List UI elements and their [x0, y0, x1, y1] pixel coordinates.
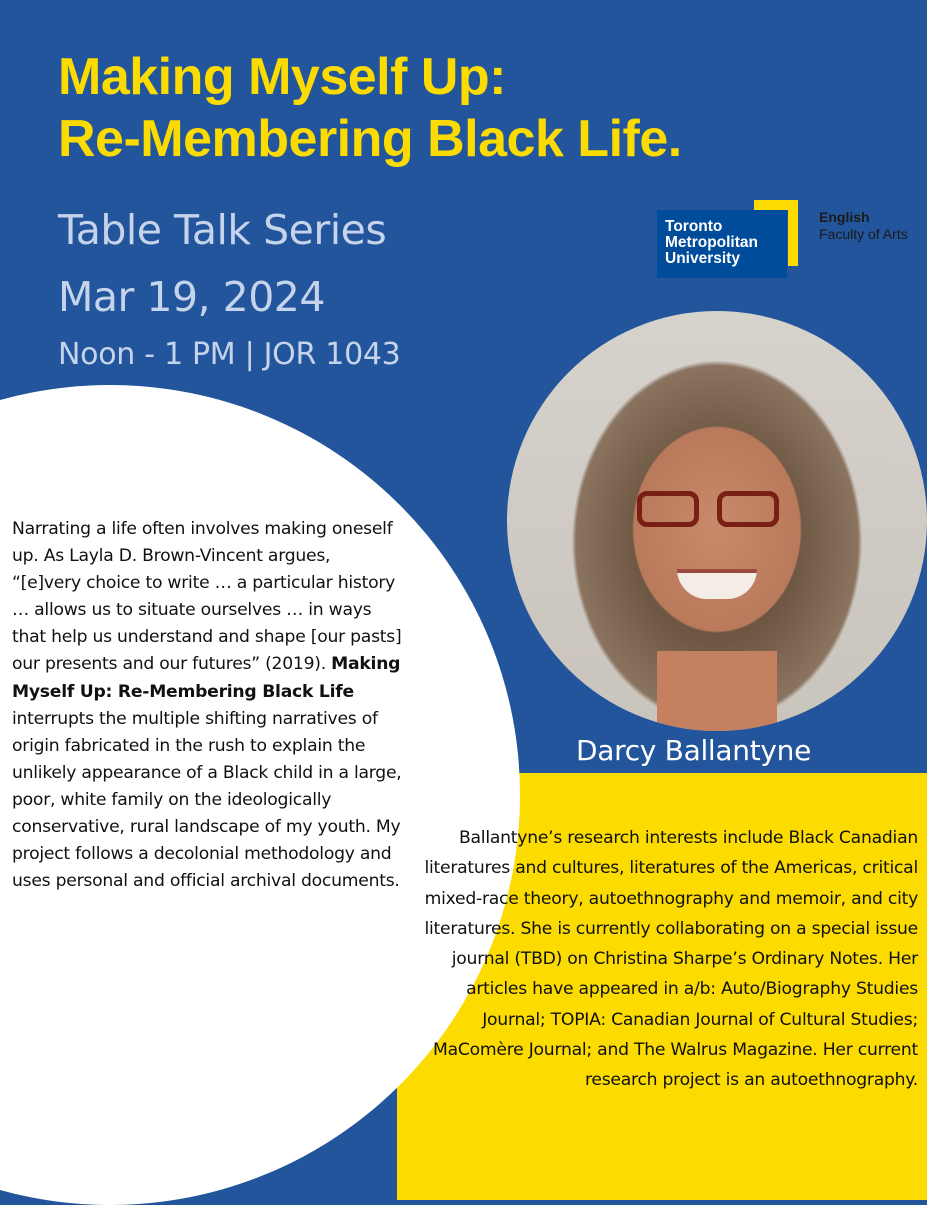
abstract-bold-title: Making Myself Up: Re-Membering Black Life — [12, 654, 401, 702]
event-time-location: Noon - 1 PM | JOR 1043 — [58, 337, 401, 372]
department-name: English — [819, 209, 870, 225]
faculty-name: Faculty of Arts — [819, 226, 908, 242]
abstract-intro: Narrating a life often involves making oneself up. As Layla D. Brown-Vincent argues, “[e]very choice to write … a particular history … allows us to situate ourselves … in ways that help us understand and shape [our pasts] our presents and our futures” (2019). — [12, 519, 402, 675]
talk-abstract — [12, 516, 402, 895]
logo-line2: Metropolitan — [665, 234, 758, 251]
abstract-body: interrupts the multiple shifting narratives of origin fabricated in the rush to explain the unlikely appearance of a Black child in a large, poor, white family on the ideologically conservative, rural landscape of my youth. My project follows a decolonial methodology and uses personal and official archival documents. — [12, 708, 402, 892]
logo-line1: Toronto — [665, 218, 723, 235]
event-title — [58, 46, 682, 170]
speaker-photo — [507, 311, 927, 731]
department-label — [819, 209, 908, 243]
event-title-line1: Making Myself Up: — [58, 48, 506, 106]
event-title-line2: Re-Membering Black Life. — [58, 110, 682, 168]
photo-neck-shape — [657, 651, 777, 731]
series-name: Table Talk Series — [58, 206, 387, 254]
speaker-bio: Ballantyne’s research interests include Black Canadian literatures and cultures, literatures of the Americas, critical mixed-race theory, autoethnography and memoir, and city literatures. She is currently collaborating on a special issue journal (TBD) on Christina Sharpe’s Ordinary Notes. Her articles have appeared in a/b: Auto/Biography Studies Journal; TOPIA: Canadian Journal of Cultural Studies; MaComère Journal; and The Walrus Magazine. Her current research project is an autoethnography. — [424, 828, 918, 1091]
event-date: Mar 19, 2024 — [58, 273, 325, 321]
logo-line3: University — [665, 250, 740, 267]
speaker-name: Darcy Ballantyne — [576, 734, 812, 767]
logo-wordmark — [657, 210, 787, 278]
tmu-logo — [657, 200, 797, 278]
photo-glasses-shape — [637, 491, 787, 531]
photo-smile-shape — [677, 569, 757, 599]
